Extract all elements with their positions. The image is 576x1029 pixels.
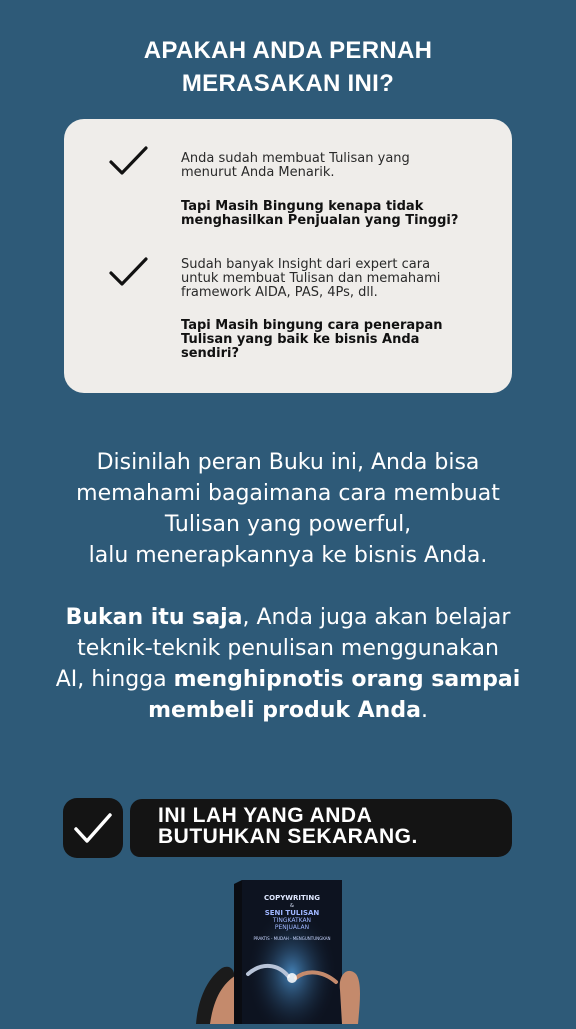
book-image <box>190 878 390 1024</box>
item-1-text: Anda sudah membuat Tulisan yang menurut Anda Menarik. <box>181 151 410 180</box>
checkmark-icon <box>108 145 148 177</box>
book-title-4: TINGKATKAN <box>272 917 312 924</box>
book-title-2: & <box>290 903 294 909</box>
heading-line-1: APAKAH ANDA PERNAH <box>143 37 433 64</box>
item-2-bold: Tapi Masih bingung cara penerapan Tulisan yang baik ke bisnis Anda sendiri? <box>181 318 443 361</box>
book-title-3: SENI TULISAN <box>264 909 320 917</box>
cta-check-box <box>63 798 123 858</box>
checkmark-icon <box>63 798 123 858</box>
checkmark-icon <box>108 256 148 288</box>
item-1-bold: Tapi Masih Bingung kenapa tidak menghasilkan Penjualan yang Tinggi? <box>181 199 459 228</box>
book-title-1: COPYWRITING <box>264 894 320 902</box>
intro-paragraph: Disinilah peran Buku ini, Anda bisa memahami bagaimana cara membuat Tulisan yang powerful, lalu menerapkannya ke bisnis Anda. <box>76 450 500 568</box>
pain-points-card <box>64 119 512 393</box>
heading-line-2: MERASAKAN INI? <box>181 70 395 97</box>
page-heading <box>0 34 576 100</box>
book-tagline: PRAKTIS - MUDAH - MENGUNTUNGKAN <box>253 936 331 941</box>
benefit-paragraph: Bukan itu saja, Anda juga akan belajar teknik-teknik penulisan menggunakan AI, hingga menghipnotis orang sampai membeli produk Anda. <box>55 605 521 723</box>
cta-text[interactable]: INI LAH YANG ANDA BUTUHKAN SEKARANG. <box>158 804 418 848</box>
item-2-text: Sudah banyak Insight dari expert cara untuk membuat Tulisan dan memahami framework AIDA, PAS, 4Ps, dll. <box>181 257 441 300</box>
book-title-5: PENJUALAN <box>274 924 310 931</box>
